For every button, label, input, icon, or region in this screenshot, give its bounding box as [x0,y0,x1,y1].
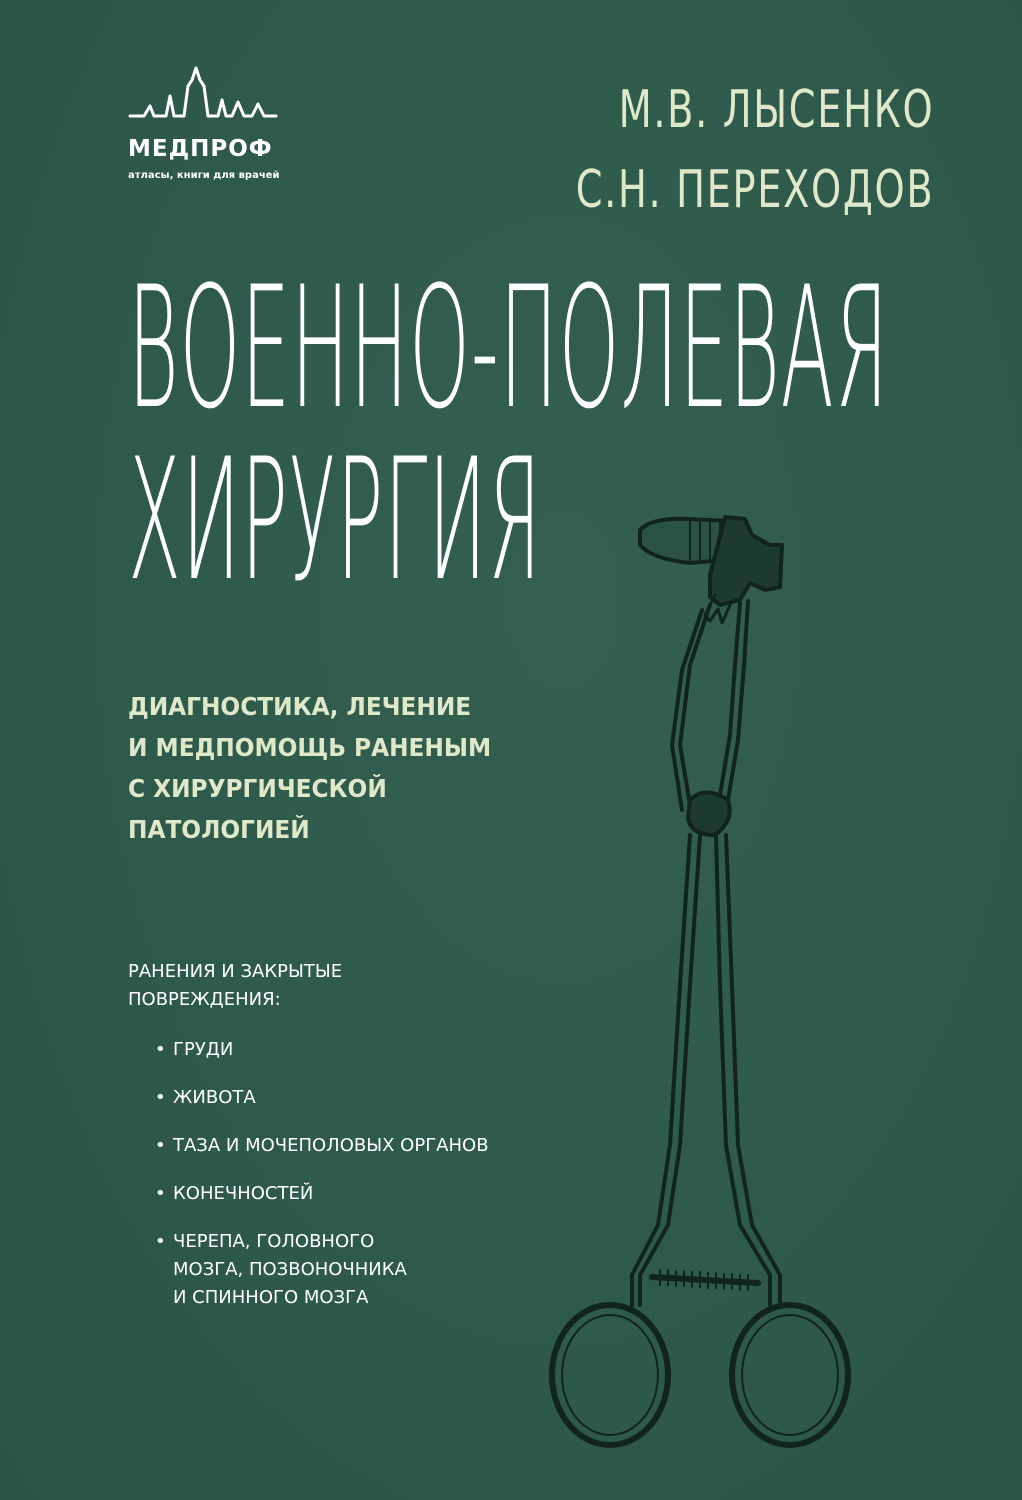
list-item-label: ТАЗА И МОЧЕПОЛОВЫХ ОРГАНОВ [173,1135,489,1156]
list-item-label: ЧЕРЕПА, ГОЛОВНОГО МОЗГА, ПОЗВОНОЧНИКА И СПИННОГО МОЗГА [173,1231,407,1308]
list-item-label: ГРУДИ [173,1039,234,1060]
bullet-extractor-forceps-icon [540,505,860,1450]
injuries-heading-line-2: ПОВРЕЖДЕНИЯ: [128,989,281,1010]
injuries-section [128,958,548,1332]
publisher-block [128,66,288,186]
list-item [128,1180,548,1208]
bullet-icon: • [155,1087,166,1108]
injuries-heading-line-1: РАНЕНИЯ И ЗАКРЫТЫЕ [128,961,343,982]
skyline-cardiogram-icon [128,66,278,132]
injuries-list [128,1036,548,1312]
bullet-icon: • [155,1039,166,1060]
injuries-heading [128,958,548,1014]
bullet-icon: • [155,1183,166,1204]
subtitle-line-2: И МЕДПОМОЩЬ РАНЕНЫМ [128,733,492,762]
subtitle-line-1: ДИАГНОСТИКА, ЛЕЧЕНИЕ [128,692,472,721]
bullet-icon: • [155,1135,166,1156]
title-line-2: ХИРУРГИЯ [128,422,543,618]
author-2: С.Н. ПЕРЕХОДОВ [575,160,934,220]
authors [497,70,934,230]
author-1: М.В. ЛЫСЕНКО [618,80,934,140]
subtitle-line-3: С ХИРУРГИЧЕСКОЙ [128,774,387,803]
list-item [128,1036,548,1064]
list-item [128,1228,548,1312]
publisher-tagline: атласы, книги для врачей [128,170,280,181]
title-line-1: ВОЕННО-ПОЛЕВАЯ [128,250,890,446]
list-item [128,1084,548,1112]
bullet-icon: • [155,1231,166,1252]
publisher-name: МЕДПРОФ [128,136,273,162]
list-item-label: ЖИВОТА [173,1087,256,1108]
subtitle-line-4: ПАТОЛОГИЕЙ [128,815,310,844]
book-subtitle [128,686,548,850]
list-item-label: КОНЕЧНОСТЕЙ [173,1183,314,1204]
list-item [128,1132,548,1160]
